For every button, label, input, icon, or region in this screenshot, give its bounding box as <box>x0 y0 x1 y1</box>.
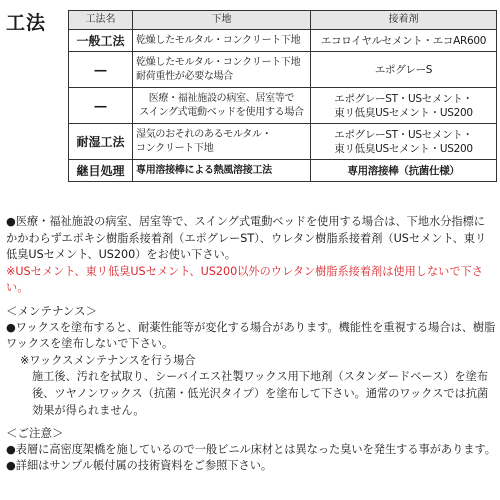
warning-note: ※USセメント、東リ低臭USセメント、US200以外のウレタン樹脂系接着剤は使用しないで下さい。 <box>6 264 483 295</box>
adhesive-line: エポグレーST・USセメント・ <box>334 92 473 105</box>
substrate-line: 専用溶接棒による熱風溶接工法 <box>136 164 272 176</box>
substrate-line: コンクリート下地 <box>136 142 214 154</box>
maintenance-note: ●ワックスを塗布すると、耐薬性能等が変化する場合があります。機能性を重視する場合は、樹脂ワックスを塗布しないで下さい。 <box>6 320 496 351</box>
method-name: ― <box>69 88 133 124</box>
substrate-cell <box>133 88 311 124</box>
maintenance-heading: ＜メンテナンス＞ <box>6 303 98 318</box>
table-row <box>69 124 497 160</box>
table-row <box>69 52 497 88</box>
caution-heading: ＜ご注意＞ <box>6 426 64 441</box>
method-table <box>68 10 497 182</box>
header-adhesive: 接着剤 <box>311 11 497 30</box>
table-row <box>69 88 497 124</box>
adhesive-cell <box>311 30 497 52</box>
substrate-cell <box>133 124 311 160</box>
maintenance-instructions: 施工後、汚れを拭取り、シーバイエス社製ワックス用下地剤（スタンダードベース）を塗布後、ツヤノンワックス（抗菌・低光沢タイプ）を塗布して下さい。通常のワックスでは抗菌効果が得られません。 <box>32 370 489 417</box>
adhesive-cell <box>311 52 497 88</box>
table-row <box>69 30 497 52</box>
maintenance-subheading: ※ワックスメンテナンスを行う場合 <box>20 353 196 367</box>
substrate-line: 乾燥したモルタル・コンクリート下地 <box>136 34 301 46</box>
table-row <box>69 160 497 182</box>
adhesive-line: エポグレーST・USセメント・ <box>334 128 473 141</box>
note-bed-adhesive: ●医療・福祉施設の病室、居室等で、スイング式電動ベッドを使用する場合は、下地水分指標にかかわらずエポキシ樹脂系接着剤（エポグレーST）、ウレタン樹脂系接着剤（USセメント、東リ低臭USセメント、US200）をお使い下さい。 <box>6 215 487 262</box>
adhesive-line: エポグレーS <box>374 63 433 76</box>
adhesive-cell <box>311 124 497 160</box>
table-header-row <box>69 11 497 30</box>
adhesive-line: 東リ低臭USセメント・US200 <box>334 106 473 119</box>
method-name: 一般工法 <box>69 30 133 52</box>
method-name: 耐湿工法 <box>69 124 133 160</box>
substrate-line: 耐荷重性が必要な場合 <box>136 70 233 82</box>
caution-odor-note: ●表層に高密度架橋を施しているので一般ビニル床材とは異なった臭いを発生する事があります。 <box>6 442 496 456</box>
adhesive-line: 専用溶接棒（抗菌仕様） <box>347 164 460 177</box>
substrate-line: 湿気のおそれのあるモルタル・ <box>136 128 272 140</box>
adhesive-cell <box>311 88 497 124</box>
method-name: ― <box>69 52 133 88</box>
notes-section <box>6 214 496 475</box>
substrate-cell <box>133 30 311 52</box>
header-method-name: 工法名 <box>69 11 133 30</box>
adhesive-line: 東リ低臭USセメント・US200 <box>334 142 473 155</box>
adhesive-cell <box>311 160 497 182</box>
substrate-cell <box>133 52 311 88</box>
method-name: 継目処理 <box>69 160 133 182</box>
caution-reference-note: ●詳細はサンプル帳付属の技術資料をご参照下さい。 <box>6 459 273 473</box>
header-substrate: 下地 <box>133 11 311 30</box>
substrate-line: 医療・福祉施設の病室、居室等で <box>148 92 295 104</box>
page-title: 工法 <box>6 12 47 34</box>
substrate-cell <box>133 160 311 182</box>
adhesive-line: エコロイヤルセメント・エコAR600 <box>320 34 487 47</box>
substrate-line: 乾燥したモルタル・コンクリート下地 <box>136 56 301 68</box>
substrate-line: スイング式電動ベッドを使用する場合 <box>139 106 304 118</box>
